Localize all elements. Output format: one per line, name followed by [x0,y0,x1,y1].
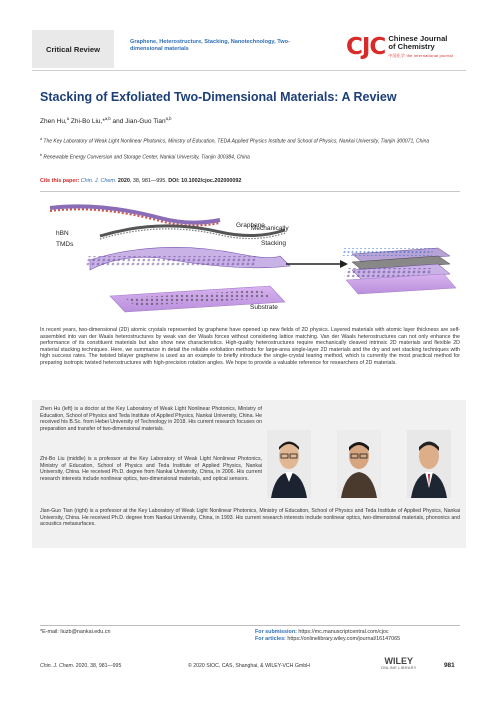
abstract-text: In recent years, two-dimensional (2D) atomic crystals represented by graphene have opened up new fields of 2D physics. Layered materials with atomic layer thickness are self-assembled into van der Waals heterostructures by weak van der Waals forces without considering lattice matching. Van der Waals heterostructures can not only enhance the performance of its constituent materials but also show new characteristics. High-quality heterostructures require mechanically cleaved intrinsic 2D materials and flexible 2D material stacking techniques. Here, we summarize in detail the reliable exfoliation methods for large-area single-layer 2D materials and the dry and wet stacking techniques with high success rates. The twisted bilayer graphene is used as an example to briefly introduce the single-crystal tearing method, which is currently the most practical method for preparing isotropic twisted heterostructures with high-precision rotation angles. We hope to provide a valuable reference for researchers of 2D materials. [40,327,460,366]
fig-label-stacking: Stacking [261,240,286,247]
citation-line [40,178,241,184]
affil-text: Renewable Energy Conversion and Storage Center, Nankai University, Tianjin 300384, China [42,154,250,161]
affil-text: The Key Laboratory of Weak Light Nonlinear Photonics, Ministry of Education, TEDA Applied Physics Institute and School of Physics, Nankai University, Tianjin 300071, China [42,138,430,145]
fig-label-tmds: TMDs [56,241,74,248]
corresponding-email[interactable]: *E-mail: liuzb@nankai.edu.cn [40,629,111,635]
header-divider [32,70,466,71]
submission-label: For submission: [255,629,297,635]
wiley-sub: ONLINE LIBRARY [381,666,417,670]
cite-year: 2020 [117,178,130,184]
citation-divider [40,191,460,192]
logo-line-2: of Chemistry [388,42,435,51]
author-affil-mark: a,b [104,116,111,121]
cjc-logo-mark: CJC [346,34,386,60]
author-name[interactable]: Zhen Hu, [40,118,67,126]
bio-jian-guo-tian: Jian-Guo Tian (right) is a professor at the Key Laboratory of Weak Light Nonlinear Photonics, Ministry of Education, School of Physics and Teda Institute of Applied Physics, Nankai University, China. He received Ph.D. degree from Nankai University, China, in 1993. His current research interests include nonlinear optics, two-dimensional materials, phononics and acoustics metasurfaces. [40,508,460,528]
portrait-jian-guo-tian [407,430,451,498]
portrait-zhen-hu [267,430,311,498]
journal-header [32,30,466,68]
article-type-label: Critical Review [32,30,114,68]
footer-divider [40,625,460,626]
portrait-zhi-bo-liu [337,430,381,498]
author-list [40,116,171,125]
submission-url[interactable]: https://mc.manuscriptcentral.com/cjoc [296,629,389,635]
footer-journal-name: Chin. J. Chem. [40,663,75,669]
fig-label-mechanically: Mechanically [251,225,289,232]
cite-journal[interactable]: Chin. J. Chem. [80,178,117,184]
logo-line-1: Chinese Journal [388,34,448,43]
bio-zhen-hu: Zhen Hu (left) is a doctor at the Key Laboratory of Weak Light Nonlinear Photonics, Ministry of Education, School of Physics and Teda Institute of Applied Physics, Nankai University, China. He received his B.Sc. from Hebei University of Technology in 2018. His current research focuses on preparation and transfer of two-dimensional materials. [40,406,262,432]
author-affil-mark: a,b [165,116,172,121]
copyright-notice: © 2020 SIOC, CAS, Shanghai, & WILEY-VCH GmbH [188,663,310,669]
affil-mark: a [40,137,42,141]
journal-logo [346,34,453,60]
wiley-mark: WILEY [384,656,414,666]
articles-url[interactable]: https://onlinelibrary.wiley.com/journal/16147065 [285,636,401,642]
author-name[interactable]: Zhi-Bo Liu,* [69,118,105,126]
affil-mark: b [40,153,42,157]
article-title: Stacking of Exfoliated Two-Dimensional Materials: A Review [40,90,397,104]
fig-label-graphene: Graphene [236,222,265,229]
cite-volume-pages: , 38, 981—995. [129,178,167,184]
keywords: Graphene, Heterostructure, Stacking, Nanotechnology, Two-dimensional materials [130,39,290,52]
cite-doi[interactable]: DOI: 10.1002/cjoc.202000092 [168,178,242,184]
page-number: 981 [444,662,455,669]
affiliation-b [40,152,460,161]
logo-subtitle: 中国化学 the international journal [388,53,454,58]
graphical-abstract [40,198,460,320]
articles-label: For articles: [255,636,286,642]
fig-label-substrate: Substrate [250,304,278,311]
running-footer-journal [40,663,121,669]
author-affil-mark: a [66,116,70,121]
submission-links [255,629,400,643]
author-name[interactable]: and Jian-Guo Tian [110,118,166,126]
bio-zhi-bo-liu: Zhi-Bo Liu (middle) is a professor at the Key Laboratory of Weak Light Nonlinear Photonics, Ministry of Education, School of Physics and Teda Institute of Applied Physics, Nankai University, China. He received Ph.D. degree from Nankai University, China, in 2006. His current research interests include nonlinear optics, two-dimensional materials, and optical sensors. [40,456,262,482]
fig-label-hbn: hBN [56,230,69,237]
stacking-illustration [40,198,460,320]
footer-journal-details: 2020, 38, 981—995 [74,663,122,669]
wiley-logo [381,656,417,670]
affiliation-a [40,136,460,145]
cite-lead: Cite this paper: [40,178,80,184]
